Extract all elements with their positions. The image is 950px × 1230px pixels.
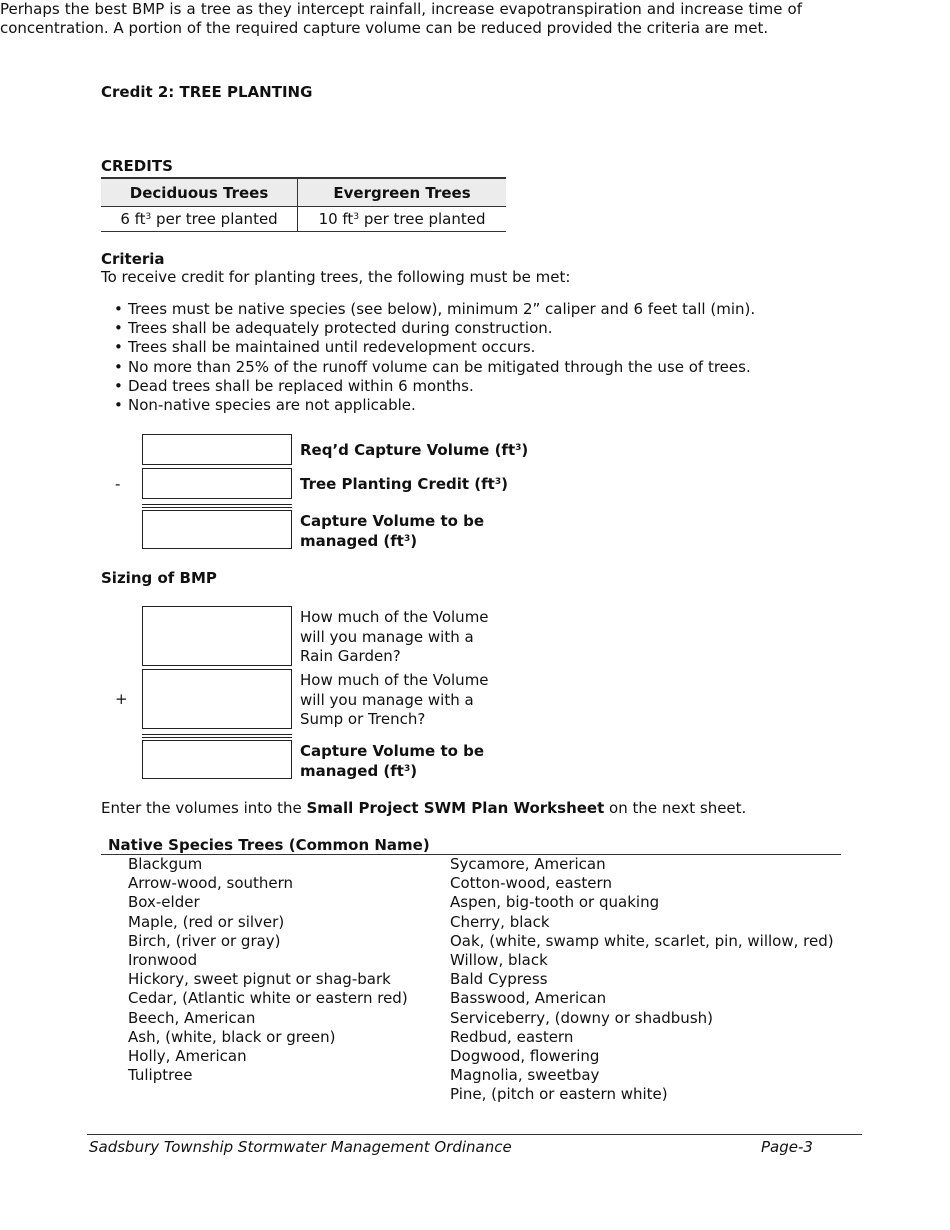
species-item: Cedar, (Atlantic white or eastern red) bbox=[128, 989, 408, 1008]
criteria-item: • No more than 25% of the runoff volume can be mitigated through the use of trees. bbox=[112, 358, 755, 377]
credits-heading: CREDITS bbox=[101, 157, 173, 175]
criteria-list bbox=[112, 300, 755, 415]
required-capture-volume-input[interactable] bbox=[142, 434, 292, 465]
species-item: Beech, American bbox=[128, 1008, 256, 1027]
criteria-lead: To receive credit for planting trees, the following must be met: bbox=[101, 268, 571, 286]
species-heading: Native Species Trees (Common Name) bbox=[108, 836, 430, 854]
sizing-heading: Sizing of BMP bbox=[101, 569, 217, 587]
species-item: Cotton-wood, eastern bbox=[450, 874, 612, 893]
species-item: Serviceberry, (downy or shadbush) bbox=[450, 1008, 713, 1027]
species-item: Maple, (red or silver) bbox=[128, 912, 285, 931]
criteria-item: • Trees shall be adequately protected during construction. bbox=[112, 319, 755, 338]
minus-operator: - bbox=[115, 475, 121, 493]
species-item: Arrow-wood, southern bbox=[128, 874, 294, 893]
tree-planting-credit-input[interactable] bbox=[142, 468, 292, 499]
species-item: Birch, (river or gray) bbox=[128, 931, 281, 950]
criteria-item: • Trees must be native species (see below), minimum 2” caliper and 6 feet tall (min). bbox=[112, 300, 755, 319]
species-item: Aspen, big-tooth or quaking bbox=[450, 893, 660, 912]
footer-rule bbox=[87, 1134, 862, 1135]
worksheet-instruction: Enter the volumes into the Small Project SWM Plan Worksheet on the next sheet. bbox=[101, 799, 747, 817]
species-item: Bald Cypress bbox=[450, 970, 548, 989]
species-item: Ash, (white, black or green) bbox=[128, 1027, 336, 1046]
capture-volume-managed-input[interactable] bbox=[142, 510, 292, 549]
header-deciduous: Deciduous Trees bbox=[101, 178, 298, 207]
species-item: Sycamore, American bbox=[450, 855, 606, 873]
evergreen-credit: 10 $ft^3$ per tree planted bbox=[298, 207, 506, 232]
criteria-item: • Dead trees shall be replaced within 6 months. bbox=[112, 377, 755, 396]
header-evergreen: Evergreen Trees bbox=[298, 178, 506, 207]
criteria-item: • Non-native species are not applicable. bbox=[112, 396, 755, 415]
species-item: Oak, (white, swamp white, scarlet, pin, willow, red) bbox=[450, 931, 834, 950]
intro-paragraph bbox=[0, 0, 802, 38]
sump-trench-volume-input[interactable] bbox=[142, 669, 292, 729]
species-item: Dogwood, flowering bbox=[450, 1047, 600, 1066]
intro-line-2: concentration. A portion of the required capture volume can be reduced provided the criteria are met. bbox=[0, 19, 769, 37]
rain-garden-question: How much of the Volume will you manage with a Rain Garden? bbox=[300, 608, 489, 665]
sizing-double-rule bbox=[142, 734, 292, 738]
species-item: Holly, American bbox=[128, 1047, 247, 1066]
species-item: Tuliptree bbox=[128, 1066, 193, 1085]
species-item: Magnolia, sweetbay bbox=[450, 1066, 600, 1085]
footer-title: Sadsbury Township Stormwater Management Ordinance bbox=[89, 1138, 512, 1156]
credits-header-row bbox=[101, 178, 506, 207]
tree-planting-credit-label: Tree Planting Credit $(ft^3)$ bbox=[300, 475, 508, 493]
rain-garden-volume-input[interactable] bbox=[142, 606, 292, 666]
species-item: Willow, black bbox=[450, 951, 548, 970]
species-item: Blackgum bbox=[128, 855, 203, 873]
species-item: Pine, (pitch or eastern white) bbox=[450, 1085, 668, 1104]
species-item: Basswood, American bbox=[450, 989, 607, 1008]
species-left-column bbox=[128, 855, 408, 1085]
plus-operator: + bbox=[115, 690, 128, 708]
intro-line-1: Perhaps the best BMP is a tree as they intercept rainfall, increase evapotranspiration and increase time of bbox=[0, 0, 802, 18]
credits-value-row bbox=[101, 207, 506, 232]
required-capture-volume-label: Req’d Capture Volume $(ft^3)$ bbox=[300, 441, 529, 459]
criteria-heading: Criteria bbox=[101, 250, 165, 268]
credit-title: Credit 2: TREE PLANTING bbox=[101, 83, 313, 101]
species-item: Hickory, sweet pignut or shag-bark bbox=[128, 970, 391, 989]
sum-double-rule bbox=[142, 504, 292, 508]
species-item: Cherry, black bbox=[450, 912, 550, 931]
credits-table bbox=[101, 177, 506, 232]
sizing-capture-volume-label: Capture Volume to be managed $(ft^3)$ bbox=[300, 742, 485, 780]
page-number: Page-3 bbox=[761, 1138, 813, 1156]
species-item: Box-elder bbox=[128, 893, 200, 912]
species-item: Ironwood bbox=[128, 951, 198, 970]
species-right-column bbox=[450, 855, 834, 1105]
capture-volume-managed-label: Capture Volume to be managed $(ft^3)$ bbox=[300, 512, 485, 550]
species-item: Redbud, eastern bbox=[450, 1027, 574, 1046]
worksheet-name: Small Project SWM Plan Worksheet bbox=[306, 799, 605, 817]
criteria-item: • Trees shall be maintained until redevelopment occurs. bbox=[112, 338, 755, 357]
deciduous-credit: 6 $ft^3$ per tree planted bbox=[101, 207, 298, 232]
sump-trench-question: How much of the Volume will you manage with a Sump or Trench? bbox=[300, 671, 489, 728]
sizing-capture-volume-input[interactable] bbox=[142, 740, 292, 779]
